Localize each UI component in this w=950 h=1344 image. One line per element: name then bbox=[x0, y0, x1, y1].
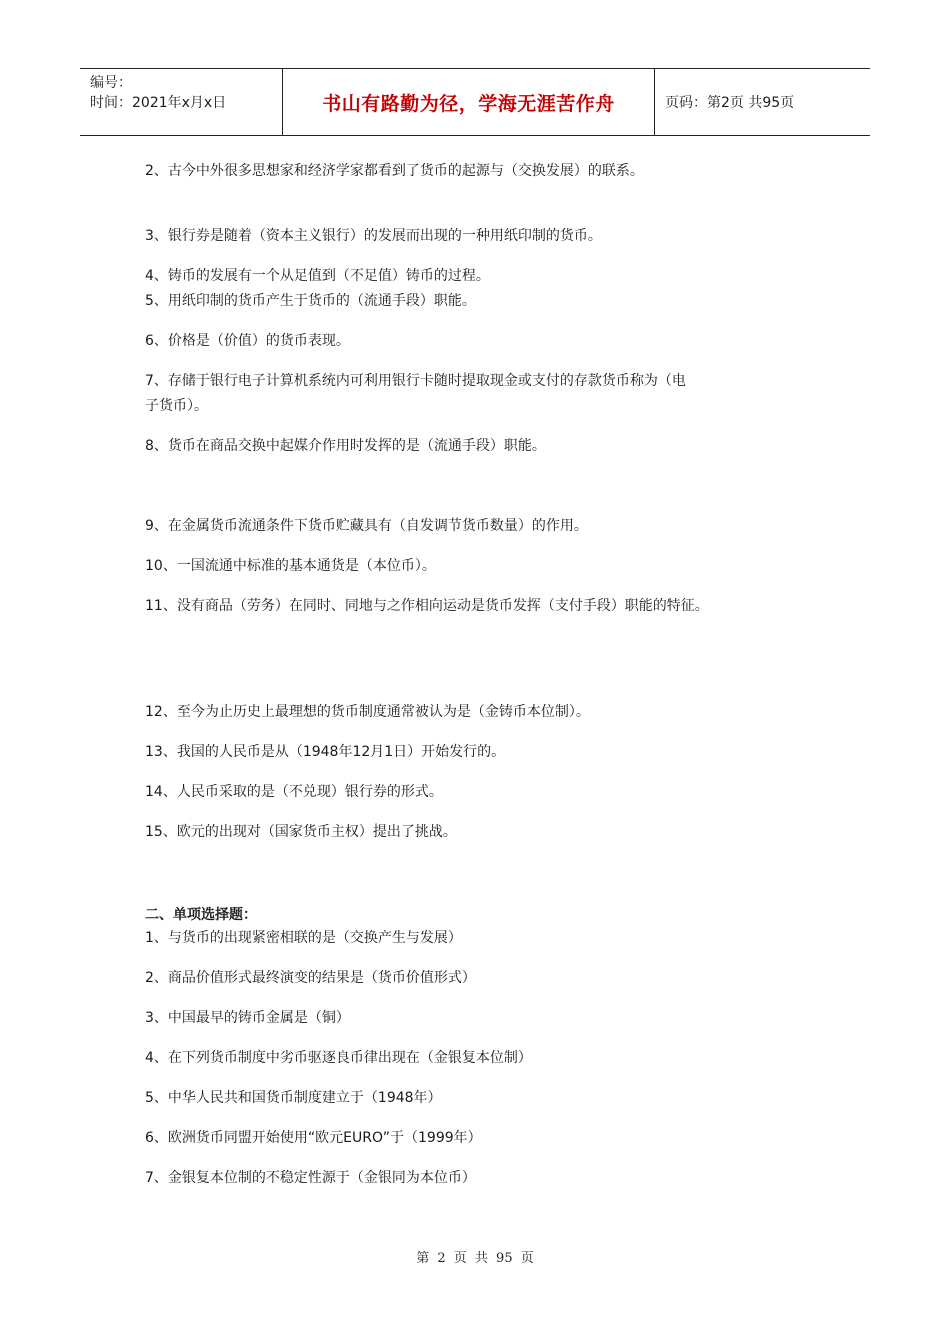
list-item: 7、存储于银行电子计算机系统内可利用银行卡随时提取现金或支付的存款货币称为（电 bbox=[145, 373, 686, 389]
list-item: 5、用纸印制的货币产生于货币的（流通手段）职能。 bbox=[145, 293, 476, 309]
header-motto: 书山有路勤为径，学海无涯苦作舟 bbox=[322, 92, 615, 115]
list-item: 1、与货币的出现紧密相联的是（交换产生与发展） bbox=[145, 930, 462, 946]
list-item: 6、价格是（价值）的货币表现。 bbox=[145, 333, 350, 349]
list-item: 6、欧洲货币同盟开始使用“欧元EURO”于（1999年） bbox=[145, 1130, 482, 1146]
list-item: 13、我国的人民币是从（1948年12月1日）开始发行的。 bbox=[145, 744, 506, 760]
list-item: 10、一国流通中标准的基本通货是（本位币）。 bbox=[145, 558, 436, 574]
header-page-code: 页码：第2页 共95页 bbox=[665, 95, 795, 111]
list-item: 14、人民币采取的是（不兑现）银行券的形式。 bbox=[145, 784, 443, 800]
list-item: 11、没有商品（劳务）在同时、同地与之作相向运动是货币发挥（支付手段）职能的特征。 bbox=[145, 598, 709, 614]
header-meta bbox=[80, 69, 282, 135]
list-item: 8、货币在商品交换中起媒介作用时发挥的是（流通手段）职能。 bbox=[145, 438, 546, 454]
list-item: 7、金银复本位制的不稳定性源于（金银同为本位币） bbox=[145, 1170, 476, 1186]
time-label: 时间：2021年x月x日 bbox=[90, 95, 227, 111]
list-item: 5、中华人民共和国货币制度建立于（1948年） bbox=[145, 1090, 442, 1106]
page-footer: 第 2 页 共 95 页 bbox=[416, 1251, 534, 1266]
list-item: 2、古今中外很多思想家和经济学家都看到了货币的起源与（交换发展）的联系。 bbox=[145, 163, 644, 179]
list-item: 9、在金属货币流通条件下货币贮藏具有（自发调节货币数量）的作用。 bbox=[145, 518, 588, 534]
list-item: 3、银行券是随着（资本主义银行）的发展而出现的一种用纸印制的货币。 bbox=[145, 228, 602, 244]
section-title: 二、单项选择题： bbox=[145, 907, 257, 923]
header-motto-cell bbox=[282, 69, 655, 135]
list-item: 4、铸币的发展有一个从足值到（不足值）铸币的过程。 bbox=[145, 268, 490, 284]
header-page-code-cell bbox=[655, 69, 870, 135]
doc-number-label: 编号： bbox=[90, 75, 132, 91]
list-item: 3、中国最早的铸币金属是（铜） bbox=[145, 1010, 350, 1026]
list-item: 4、在下列货币制度中劣币驱逐良币律出现在（金银复本位制） bbox=[145, 1050, 532, 1066]
list-item: 12、至今为止历史上最理想的货币制度通常被认为是（金铸币本位制）。 bbox=[145, 704, 590, 720]
document-header bbox=[80, 68, 870, 136]
list-item: 2、商品价值形式最终演变的结果是（货币价值形式） bbox=[145, 970, 476, 986]
list-item: 15、欧元的出现对（国家货币主权）提出了挑战。 bbox=[145, 824, 457, 840]
list-item-continuation: 子货币）。 bbox=[145, 398, 208, 414]
